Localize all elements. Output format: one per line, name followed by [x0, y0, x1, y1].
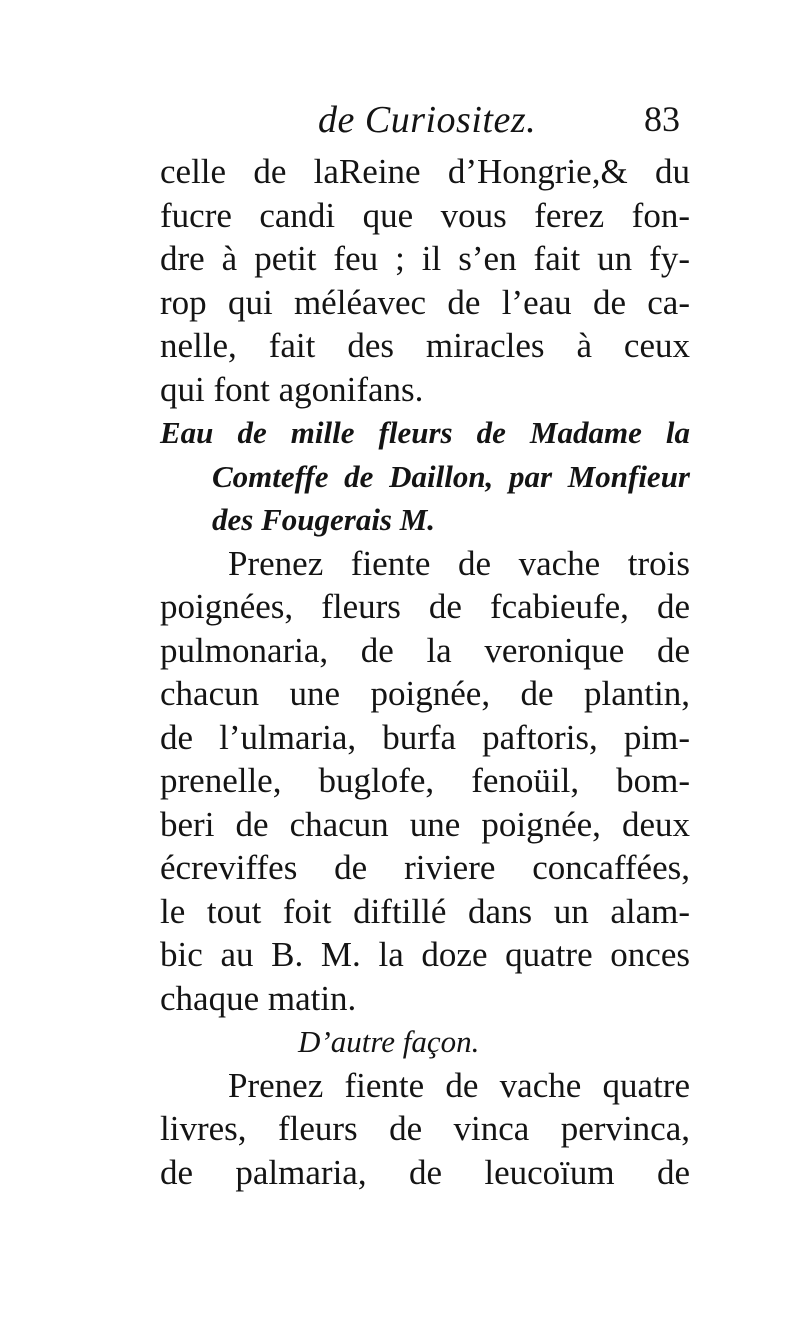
text-line: de l’ulmaria, burfa paftoris, pim-	[160, 717, 690, 757]
page-header	[160, 98, 680, 148]
text-line: écreviffes de riviere concaffées,	[160, 848, 690, 887]
page-number: 83	[644, 99, 680, 139]
text-line: bic au B. M. la doze quatre onces	[160, 935, 690, 974]
text-line: le tout foit diftillé dans un alam-	[160, 891, 690, 931]
recipe-heading: Eau de mille fleurs de Madame la	[160, 415, 690, 450]
text-line: poignées, fleurs de fcabieufe, de	[160, 587, 690, 626]
text-line: dre à petit feu ; il s’en fait un fy-	[160, 239, 690, 278]
recipe-heading: des Fougerais M.	[212, 502, 436, 537]
text-line: fucre candi que vous ferez fon-	[160, 195, 690, 235]
text-line: Prenez fiente de vache trois	[228, 543, 690, 583]
text-line: prenelle, buglofe, fenoüil, bom-	[160, 761, 690, 800]
text-line: de palmaria, de leucoïum de	[160, 1152, 690, 1192]
running-title: de Curiositez.	[318, 99, 537, 141]
text-line: nelle, fait des miracles à ceux	[160, 326, 690, 365]
text-line: chacun une poignée, de plantin,	[160, 674, 690, 713]
text-line: celle de laReine d’Hongrie,& du	[160, 152, 690, 191]
text-line: Prenez fiente de vache quatre	[228, 1065, 690, 1105]
text-line: qui font agonifans.	[160, 369, 424, 409]
text-line: chaque matin.	[160, 978, 357, 1018]
recipe-subheading: D’autre façon.	[298, 1024, 480, 1059]
text-line: pulmonaria, de la veronique de	[160, 630, 690, 670]
body-text	[160, 150, 690, 1194]
text-line: beri de chacun une poignée, deux	[160, 804, 690, 844]
recipe-heading: Comteffe de Daillon, par Monfieur	[212, 458, 690, 494]
text-line: livres, fleurs de vinca pervinca,	[160, 1109, 690, 1148]
text-line: rop qui méléavec de l’eau de ca-	[160, 282, 690, 322]
